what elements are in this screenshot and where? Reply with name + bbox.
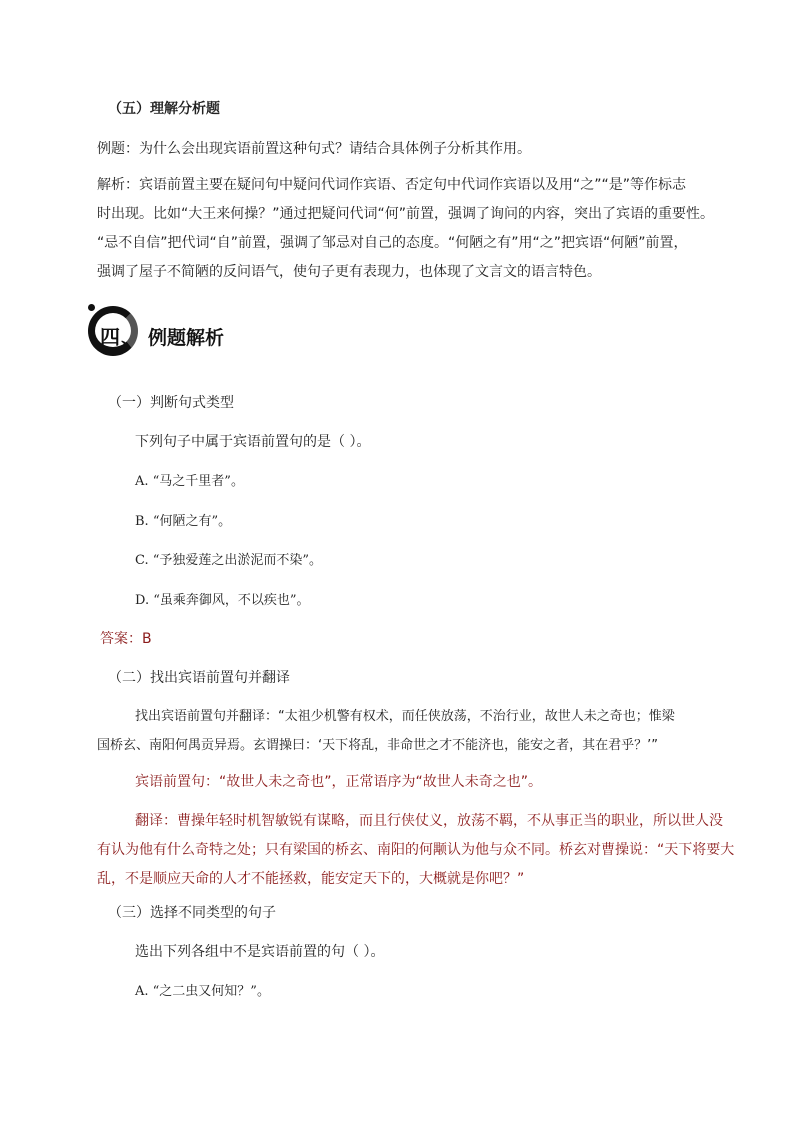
translation-line-1: 翻译：曹操年轻时机智敏锐有谋略，而且行侠仗义，放荡不羁，不从事正当的职业，所以世人没 <box>135 813 723 829</box>
example-question: 例题：为什么会出现宾语前置这种句式？请结合具体例子分析其作用。 <box>97 141 531 157</box>
translation-line-2: 有认为他有什么奇特之处；只有梁国的桥玄、南阳的何颙认为他与众不同。桥玄对曹操说：“天下将要大 <box>97 842 735 858</box>
section-title-understanding: （五）理解分析题 <box>108 101 220 117</box>
part2-title: （二）找出宾语前置句并翻译 <box>108 670 290 686</box>
translation-paragraph <box>97 807 734 894</box>
analysis-line-3: “忌不自信”把代词“自”前置，强调了邹忌对自己的态度。“何陋之有”用“之”把宾语“何陋”前置， <box>97 235 688 251</box>
option-d: D. “虽乘奔御风，不以疾也”。 <box>135 593 310 608</box>
part1-title: （一）判断句式类型 <box>108 395 234 411</box>
option-a: A. “马之千里者”。 <box>135 474 244 489</box>
part2-question-line-1: 找出宾语前置句并翻译：“太祖少机警有权术，而任侠放荡，不治行业，故世人未之奇也；惟梁 <box>135 709 675 724</box>
option-c: C. “予独爱莲之出淤泥而不染”。 <box>135 553 323 568</box>
analysis-paragraph <box>97 171 714 287</box>
part3-question: 选出下列各组中不是宾语前置的句（ ）。 <box>135 944 385 960</box>
option-b: B. “何陋之有”。 <box>135 514 232 529</box>
section-heading-4 <box>82 302 382 364</box>
part2-question <box>97 702 675 760</box>
brush-dot-icon <box>88 304 95 311</box>
analysis-line-2: 时出现。比如“大王来何操？”通过把疑问代词“何”前置，强调了询问的内容，突出了宾语的重要性。 <box>97 206 715 222</box>
section-number: 四、 <box>100 325 142 349</box>
answer-1: 答案：B <box>100 631 152 647</box>
inverted-sentence-answer: 宾语前置句：“故世人未之奇也”，正常语序为“故世人未奇之也”。 <box>135 774 543 790</box>
part3-title: （三）选择不同类型的句子 <box>108 905 276 921</box>
translation-line-3: 乱，不是顺应天命的人才不能拯救，能安定天下的，大概就是你吧？” <box>97 871 525 887</box>
part3-option-a: A. “之二虫又何知？”。 <box>135 984 270 999</box>
analysis-line-4: 强调了屋子不简陋的反问语气，使句子更有表现力，也体现了文言文的语言特色。 <box>97 264 601 280</box>
part1-question: 下列句子中属于宾语前置句的是（ ）。 <box>135 434 371 450</box>
section-heading-title: 例题解析 <box>148 327 225 349</box>
analysis-line-1: 解析：宾语前置主要在疑问句中疑问代词作宾语、否定句中代词作宾语以及用“之”“是”等作标志 <box>97 177 687 193</box>
part2-question-line-2: 国桥玄、南阳何禺贡异焉。玄谓操曰：‘天下将乱，非命世之才不能济也，能安之者，其在君乎？’” <box>97 738 659 753</box>
